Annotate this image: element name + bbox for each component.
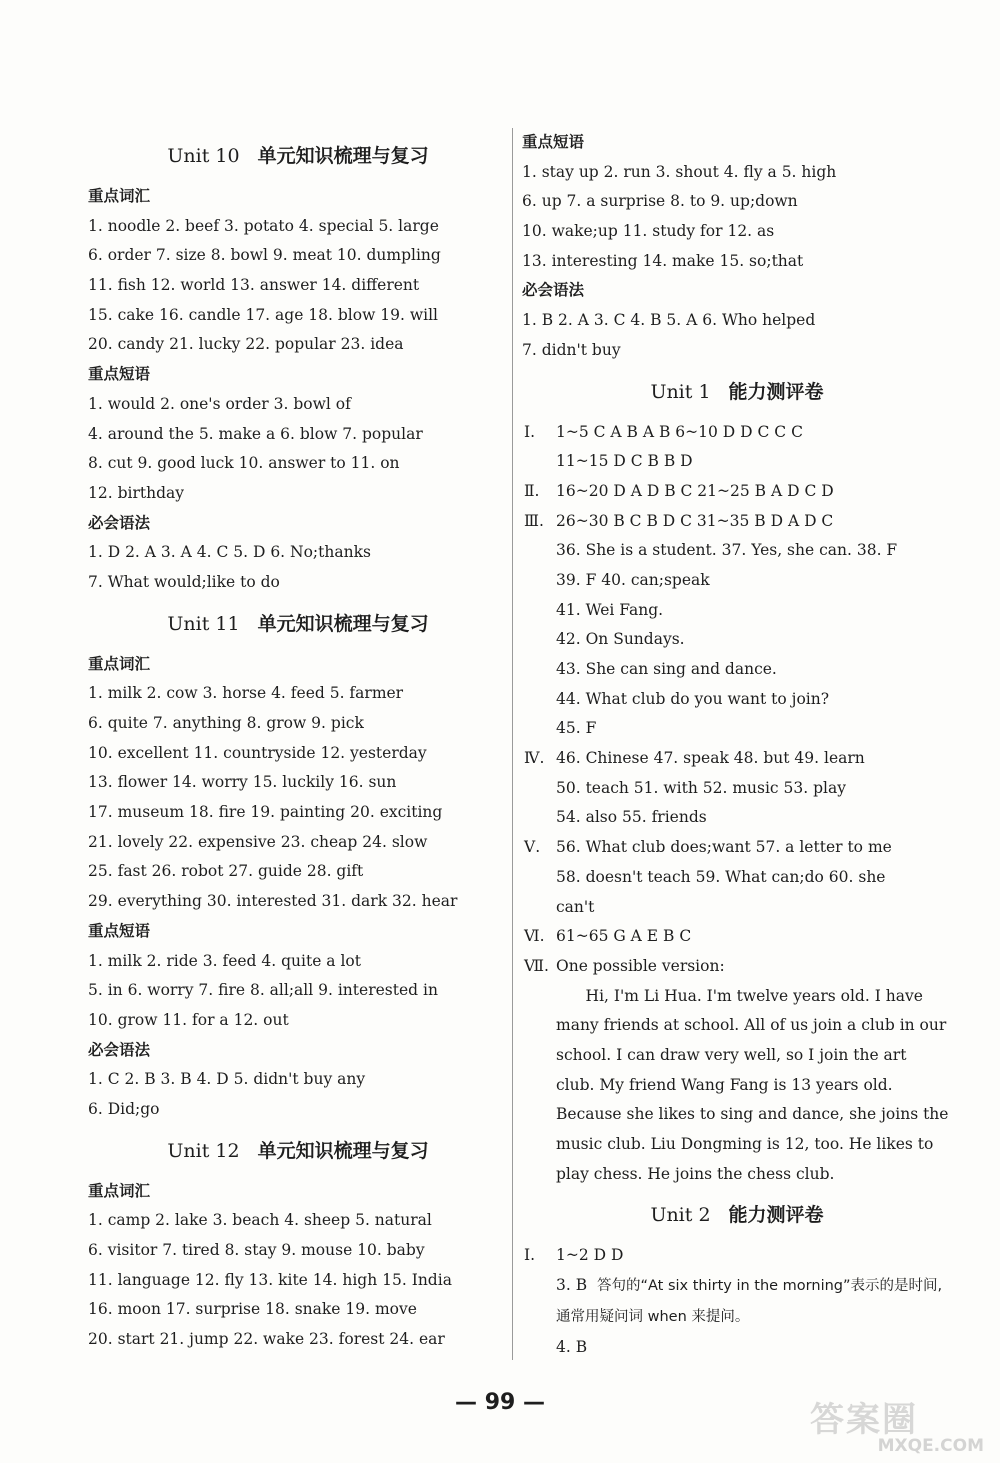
answer-text: 56. What club does;want 57. a letter to me [556,838,892,857]
answer-text: One possible version: [556,956,725,975]
unit11-vocab-line: 17. museum 18. fire 19. painting 20. exciting [88,803,443,822]
unit1-answer-item [522,418,952,448]
answer-text: 46. Chinese 47. speak 48. but 49. learn [556,749,865,768]
unit1-answer-item [522,833,952,863]
unit1-answer-item [522,596,952,626]
unit11-title [88,598,508,650]
watermark-cn: 答案圈 [810,1400,918,1440]
unit1-answer-item [522,893,952,923]
unit11-vocab-line: 29. everything 30. interested 31. dark 32. hear [88,892,458,911]
answer-text: 26~30 B C B D C 31~35 B D A D C [556,511,834,530]
unit10-grammar-line: 7. What would;like to do [88,572,280,591]
unit10-title-cn: 单元知识梳理与复习 [257,145,429,167]
unit12-grammar-heading: 必会语法 [522,281,585,300]
column-divider [512,128,513,1360]
answer-text: 58. doesn't teach 59. What can;do 60. she [556,867,886,886]
unit10-title [88,130,508,182]
roman-numeral: Ⅰ. [524,422,536,441]
unit1-answer-item [522,714,952,744]
answer-text: 39. F 40. can;speak [556,570,710,589]
unit12-title [88,1125,508,1177]
unit1-test-title [522,366,952,418]
unit2-answer-item: 4. B [556,1337,588,1356]
unit10-vocab-line: 1. noodle 2. beef 3. potato 4. special 5. large [88,216,439,235]
unit10-vocab-heading: 重点词汇 [88,187,151,205]
roman-numeral: Ⅳ. [524,749,545,768]
explanation-text: 答句的“At six thirty in the morning”表示的是时间,通常用疑问词 when 来提问。 [556,1278,943,1325]
unit11-vocab-line: 10. excellent 11. countryside 12. yesterday [88,743,427,762]
essay-line: Hi, I'm Li Hua. I'm twelve years old. I have [556,986,923,1005]
answer-text: 11~15 D C B B D [556,452,693,471]
unit1-essay [522,982,952,1190]
unit1-answer-item [522,803,952,833]
unit10-vocab-line: 20. candy 21. lucky 22. popular 23. idea [88,335,404,354]
unit1-answer-item [522,952,952,982]
unit11-vocab-line: 21. lovely 22. expensive 23. cheap 24. slow [88,832,428,851]
answer-text: 44. What club do you want to join? [556,689,830,708]
unit11-title-cn: 单元知识梳理与复习 [257,612,429,635]
roman-numeral: Ⅲ. [524,511,544,530]
unit11-phrase-line: 10. grow 11. for a 12. out [88,1010,289,1029]
unit1-title-cn: 能力测评卷 [728,380,824,403]
answer-text: 41. Wei Fang. [556,600,664,619]
essay-line: Because she likes to sing and dance, she joins the [556,1105,949,1124]
unit12-vocab-line: 16. moon 17. surprise 18. snake 19. move [88,1300,417,1319]
unit10-grammar-line: 1. D 2. A 3. A 4. C 5. D 6. No;thanks [88,543,371,562]
unit12-grammar-line: 1. B 2. A 3. C 4. B 5. A 6. Who helped [522,311,816,330]
unit2-explanation [522,1271,952,1332]
answer-text: 1~5 C A B A B 6~10 D D C C C [556,422,803,441]
unit10-vocab-line: 11. fish 12. world 13. answer 14. different [88,276,420,295]
essay-line: many friends at school. All of us join a club in our [556,1016,947,1035]
unit12-phrase-line: 6. up 7. a surprise 8. to 9. up;down [522,192,798,211]
unit12-grammar-line: 7. didn't buy [522,340,621,359]
unit1-answer-item [522,863,952,893]
unit2-test-title [522,1189,952,1241]
unit11-vocab-line: 25. fast 26. robot 27. guide 28. gift [88,862,364,881]
unit11-grammar-line: 1. C 2. B 3. B 4. D 5. didn't buy any [88,1070,366,1089]
unit1-answer-item [522,566,952,596]
unit10-vocab-line: 6. order 7. size 8. bowl 9. meat 10. dumpling [88,246,441,265]
answer-text: 45. F [556,719,597,738]
unit1-answer-item [522,625,952,655]
watermark-logo [810,1392,990,1458]
roman-numeral: Ⅱ. [524,481,540,500]
unit11-phrase-line: 1. milk 2. ride 3. feed 4. quite a lot [88,951,361,970]
unit11-vocab-line: 13. flower 14. worry 15. luckily 16. sun [88,773,397,792]
page-number: — 99 — [455,1390,545,1415]
essay-line: music club. Liu Dongming is 12, too. He likes to [556,1135,934,1154]
left-column [88,130,508,1355]
unit1-answer-item [522,447,952,477]
unit1-answer-item [522,685,952,715]
answer-text: 16~20 D A D B C 21~25 B A D C D [556,481,834,500]
unit10-vocab-line: 15. cake 16. candle 17. age 18. blow 19. will [88,305,438,324]
answer-text: 36. She is a student. 37. Yes, she can. 38. F [556,541,898,560]
answer-text: 1~2 D D [556,1246,624,1265]
essay-line: school. I can draw very well, so I join the art [556,1045,907,1064]
unit11-grammar-line: 6. Did;go [88,1099,160,1118]
right-column [522,128,952,1362]
roman-numeral: Ⅴ. [524,838,541,857]
unit1-answer-item [522,922,952,952]
unit12-vocab-line: 6. visitor 7. tired 8. stay 9. mouse 10. baby [88,1241,425,1259]
answer-text: 50. teach 51. with 52. music 53. play [556,778,846,797]
unit12-vocab-line: 11. language 12. fly 13. kite 14. high 15. India [88,1270,452,1289]
unit11-phrase-line: 5. in 6. worry 7. fire 8. all;all 9. interested in [88,981,438,1000]
answer-text: 61~65 G A E B C [556,927,692,946]
roman-numeral: Ⅰ. [524,1246,536,1265]
unit10-phrase-line: 1. would 2. one's order 3. bowl of [88,394,351,413]
unit12-phrase-line: 10. wake;up 11. study for 12. as [522,222,775,241]
essay-line: play chess. He joins the chess club. [556,1164,835,1183]
unit10-grammar-heading: 必会语法 [88,513,151,532]
unit11-vocab-heading: 重点词汇 [88,654,151,673]
unit1-answer-item [522,655,952,685]
unit1-answer-item [522,536,952,566]
unit12-phrase-line: 13. interesting 14. make 15. so;that [522,251,804,270]
answer-text: 43. She can sing and dance. [556,660,777,678]
unit12-vocab-line: 1. camp 2. lake 3. beach 4. sheep 5. natural [88,1211,432,1230]
unit2-title-en: Unit 2 [650,1204,711,1227]
essay-line: club. My friend Wang Fang is 13 years old. [556,1075,893,1094]
watermark-en: MXQE.COM [877,1436,984,1456]
unit2-answer-item [522,1241,952,1271]
unit10-phrase-heading: 重点短语 [88,365,151,384]
roman-numeral: Ⅶ. [524,956,549,975]
unit1-answer-item [522,744,952,774]
unit12-vocab-heading: 重点词汇 [88,1181,151,1200]
unit2-title-cn: 能力测评卷 [728,1204,824,1227]
unit1-title-en: Unit 1 [650,380,711,403]
answer-text: 54. also 55. friends [556,808,707,827]
unit1-answer-item [522,774,952,804]
answer-text: can't [556,897,595,916]
unit11-vocab-line: 6. quite 7. anything 8. grow 9. pick [88,714,364,732]
unit10-phrase-line: 4. around the 5. make a 6. blow 7. popular [88,424,423,443]
unit1-answer-item [522,477,952,507]
roman-numeral: Ⅵ. [524,927,545,946]
answer-text: 42. On Sundays. [556,630,685,649]
answer-label: 3. B [556,1276,588,1295]
unit10-phrase-line: 12. birthday [88,483,184,502]
unit11-vocab-line: 1. milk 2. cow 3. horse 4. feed 5. farmer [88,684,404,703]
unit12-title-en: Unit 12 [167,1139,240,1162]
unit12-vocab-line: 20. start 21. jump 22. wake 23. forest 24. ear [88,1330,445,1349]
unit12-title-cn: 单元知识梳理与复习 [257,1139,429,1162]
unit11-phrase-heading: 重点短语 [88,921,151,940]
unit10-phrase-line: 8. cut 9. good luck 10. answer to 11. on [88,454,400,473]
unit1-answer-list [522,418,952,982]
unit12-phrase-heading: 重点短语 [522,133,585,151]
unit11-title-en: Unit 11 [167,612,240,635]
unit12-phrase-line: 1. stay up 2. run 3. shout 4. fly a 5. high [522,162,837,181]
unit10-title-en: Unit 10 [167,145,240,167]
unit1-answer-item [522,507,952,537]
unit11-grammar-heading: 必会语法 [88,1040,151,1059]
